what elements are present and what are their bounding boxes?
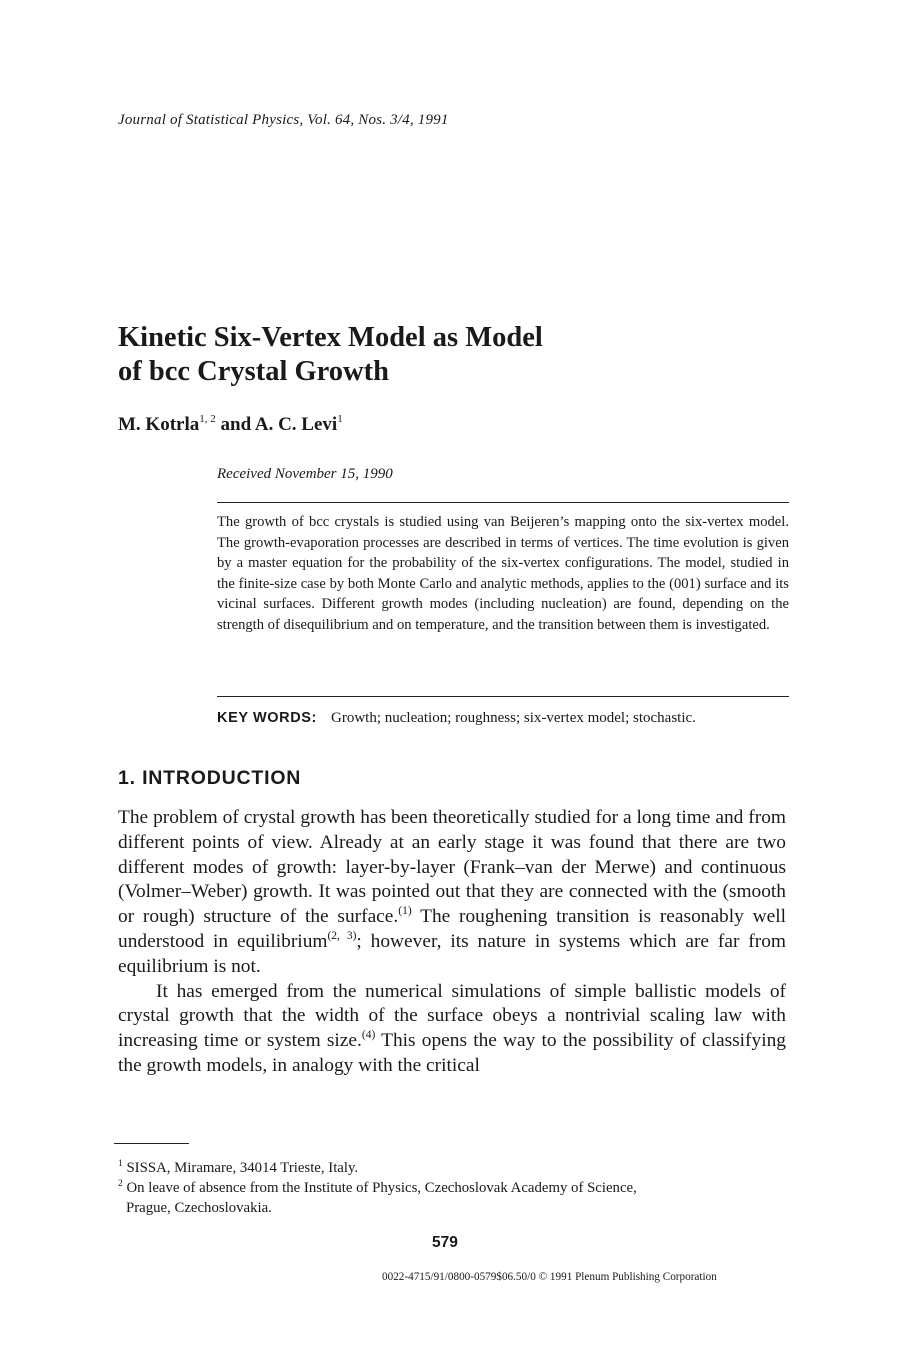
section-heading: 1. INTRODUCTION: [118, 767, 302, 789]
citation-ref: (1): [398, 905, 412, 918]
copyright-line: 0022-4715/91/0800-0579$06.50/0 © 1991 Plenum Publishing Corporation: [382, 1271, 717, 1283]
footnote-mark: 2: [118, 1179, 123, 1190]
footnote-text: On leave of absence from the Institute of Physics, Czechoslovak Academy of Science,: [122, 1180, 637, 1197]
abstract: The growth of bcc crystals is studied using van Beijeren’s mapping onto the six-vertex model. The growth-evaporation processes are described in terms of vertices. The time evolution is given by a master equation for the probability of the six-vertex configurations. The model, studied in the finite-size case by both Monte Carlo and analytic methods, applies to the (001) surface and its vicinal surfaces. Different growth modes (including nucleation) are found, depending on the strength of disequilibrium and on temperature, and the transition between them is investigated.: [217, 514, 789, 633]
footnote-continuation: Prague, Czechoslovakia.: [126, 1200, 272, 1217]
author-connector: and: [215, 414, 255, 435]
author-list: [118, 413, 343, 436]
paper-title-line-1: Kinetic Six-Vertex Model as Model: [118, 322, 543, 353]
paragraph-text: This opens the way to the possibility of classifying the growth models, in analogy with the critical: [118, 1030, 786, 1076]
paragraph-text: It has emerged from the numerical simulations of simple ballistic models of crystal growth that the width of the surface obeys a nontrivial scaling law with increasing time or system size.: [118, 980, 786, 1052]
citation-ref: (4): [361, 1029, 376, 1042]
paper-title-line-2: of bcc Crystal Growth: [118, 356, 389, 387]
footnote: [118, 1158, 786, 1178]
author-affiliation-mark: 1, 2: [199, 413, 216, 425]
citation-ref: (2, 3): [327, 929, 357, 942]
footnote: [118, 1178, 786, 1198]
abstract-top-rule: [217, 502, 789, 503]
footnote-rule: [114, 1143, 189, 1144]
author-name: M. Kotrla: [118, 414, 200, 435]
paragraph-text: The roughening transition is reasonably well understood in equilibrium: [118, 906, 787, 952]
footnote-text: SISSA, Miramare, 34014 Trieste, Italy.: [122, 1160, 359, 1176]
abstract-bottom-rule: [217, 696, 789, 697]
keywords: [217, 710, 696, 727]
paragraph-text: ; however, its nature in systems which are far from equilibrium is not.: [118, 930, 786, 977]
keywords-text: Growth; nucleation; roughness; six-vertex model; stochastic.: [331, 710, 696, 726]
paragraph: [118, 806, 786, 980]
body-text: [118, 806, 786, 1079]
page-number: 579: [432, 1234, 458, 1251]
journal-citation: Journal of Statistical Physics, Vol. 64, Nos. 3/4, 1991: [118, 112, 449, 128]
received-date: Received November 15, 1990: [217, 466, 393, 482]
author-affiliation-mark: 1: [337, 413, 343, 425]
paper-title: [118, 321, 543, 389]
paragraph-text: The problem of crystal growth has been theoretically studied for a long time and from different points of view. Already at an early stage it was found that there are two different modes of growth: layer-by-layer (Frank–van der Merwe) and continuous (Volmer–Weber) growth. It was pointed out that they are connected with the (smooth or rough) structure of the surface.: [118, 807, 786, 928]
footnotes: [118, 1158, 786, 1219]
paragraph: [118, 980, 786, 1079]
footnote-mark: 1: [118, 1159, 123, 1169]
keywords-label: KEY WORDS:: [217, 710, 317, 726]
author-name: A. C. Levi: [254, 414, 338, 435]
